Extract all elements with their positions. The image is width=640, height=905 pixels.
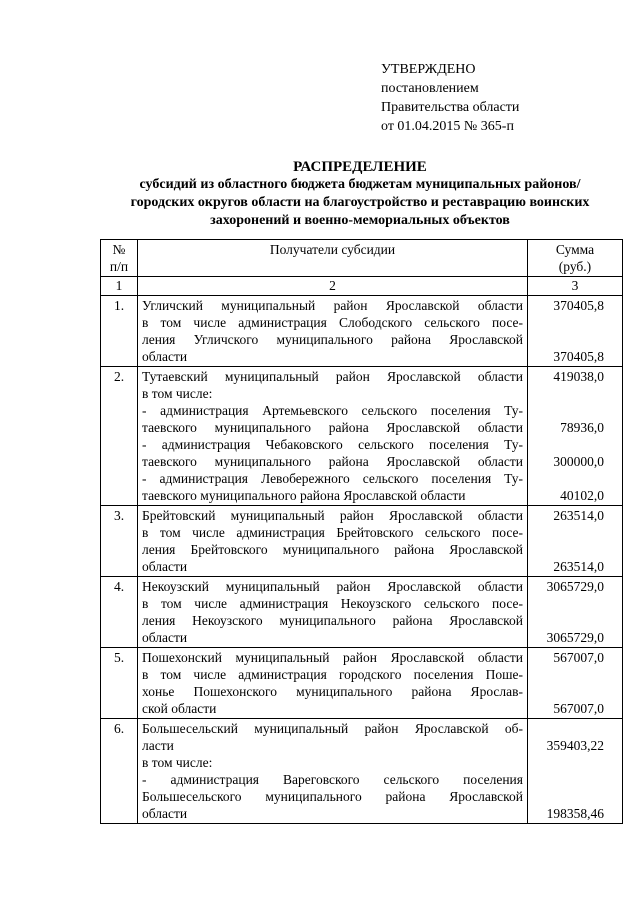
recipient-cell: [138, 577, 528, 648]
approval-line: Правительства области: [381, 100, 520, 115]
sum-cell: [528, 648, 623, 719]
sum-value: 78936,0: [560, 420, 604, 435]
document-title: [100, 158, 620, 230]
sum-value: [532, 666, 604, 683]
sum-value: [532, 470, 604, 487]
sum-value: [532, 385, 604, 402]
sum-value: 567007,0: [553, 701, 604, 716]
sum-value: 3065729,0: [546, 579, 604, 594]
approval-line: от 01.04.2015 № 365-п: [381, 119, 514, 134]
column-index: 3: [528, 277, 623, 296]
recipient-line: в том числе администрация Слободского сельского посе-: [142, 315, 523, 330]
recipient-cell: [138, 367, 528, 506]
recipient-cell: [138, 296, 528, 367]
recipient-cell: [138, 506, 528, 577]
sum-cell: [528, 296, 623, 367]
recipient-line: Пошехонский муниципальный район Ярославской области: [142, 650, 523, 665]
sum-value: 370405,8: [553, 349, 604, 364]
sum-value: 40102,0: [560, 488, 604, 503]
sum-value: [532, 314, 604, 331]
column-index: 2: [138, 277, 528, 296]
recipient-line: таевского муниципального района Ярославской области: [142, 420, 523, 435]
header-recipients: Получатели субсидии: [138, 240, 528, 277]
sum-value: [532, 541, 604, 558]
recipient-line: - администрация Вареговского сельского поселения: [142, 772, 523, 787]
row-number: 2.: [101, 367, 138, 506]
row-number: 6.: [101, 719, 138, 824]
header-number-line: №: [112, 242, 126, 257]
recipient-line: таевского муниципального района Ярославской области: [142, 454, 523, 469]
header-sum: [528, 240, 623, 277]
sum-value: [532, 402, 604, 419]
table-header-row: [101, 240, 623, 277]
recipient-line: Брейтовский муниципальный район Ярославской области: [142, 508, 523, 523]
sum-value: 370405,8: [553, 298, 604, 313]
header-number-line: п/п: [109, 259, 129, 274]
recipient-line: Тутаевский муниципальный район Ярославской области: [142, 369, 523, 384]
recipient-line: Большесельский муниципальный район Ярославской об-: [142, 721, 523, 736]
table-row: [101, 577, 623, 648]
sum-cell: [528, 719, 623, 824]
document-subtitle-line: захоронений и военно-мемориальных объектов: [210, 213, 510, 228]
recipient-line: в том числе:: [142, 755, 213, 770]
sum-value: [532, 612, 604, 629]
recipient-cell: [138, 719, 528, 824]
recipient-line: ления Угличского муниципального района Ярославской: [142, 332, 523, 347]
sum-value: 263514,0: [553, 508, 604, 523]
recipient-line: - администрация Левобережного сельского поселения Ту-: [142, 471, 523, 486]
sum-cell: [528, 577, 623, 648]
recipient-line: ления Некоузского муниципального района Ярославской: [142, 613, 523, 628]
sum-value: 3065729,0: [546, 630, 604, 645]
document-subtitle-line: городских округов области на благоустройство и реставрацию воинских: [130, 195, 590, 210]
sum-value: [532, 595, 604, 612]
column-index-row: [101, 277, 623, 296]
document-subtitle-line: субсидий из областного бюджета бюджетам муниципальных районов/: [139, 177, 581, 192]
sum-value: [532, 754, 604, 771]
table-row: [101, 296, 623, 367]
sum-value: 419038,0: [553, 369, 604, 384]
table-row: [101, 506, 623, 577]
recipient-line: Угличский муниципальный район Ярославской области: [142, 298, 523, 313]
sum-value: [532, 788, 604, 805]
sum-value: [532, 524, 604, 541]
header-number: [101, 240, 138, 277]
sum-cell: [528, 506, 623, 577]
approval-stamp: [381, 60, 621, 136]
table-row: [101, 648, 623, 719]
recipient-line: - администрация Артемьевского сельского поселения Ту-: [142, 403, 523, 418]
row-number: 5.: [101, 648, 138, 719]
table-row: [101, 367, 623, 506]
recipient-cell: [138, 648, 528, 719]
recipient-line: области: [142, 349, 188, 364]
header-sum-line: Сумма: [555, 242, 595, 257]
approval-line: постановлением: [381, 81, 479, 96]
recipient-line: области: [142, 806, 188, 821]
recipient-line: в том числе администрация Некоузского сельского посе-: [142, 596, 523, 611]
recipient-line: ления Брейтовского муниципального района Ярославской: [142, 542, 523, 557]
distribution-table: [100, 239, 623, 824]
sum-value: 300000,0: [553, 454, 604, 469]
column-index: 1: [101, 277, 138, 296]
recipient-line: таевского муниципального района Ярославской области: [142, 488, 466, 503]
row-number: 4.: [101, 577, 138, 648]
recipient-line: ской области: [142, 701, 217, 716]
recipient-line: Большесельского муниципального района Ярославской: [142, 789, 523, 804]
table-row: [101, 719, 623, 824]
document-main-title: РАСПРЕДЕЛЕНИЕ: [293, 159, 427, 175]
sum-value: 198358,46: [546, 806, 604, 821]
table-body: [101, 296, 623, 824]
sum-value: [532, 436, 604, 453]
row-number: 3.: [101, 506, 138, 577]
sum-value: 263514,0: [553, 559, 604, 574]
recipient-line: в том числе администрация городского поселения Поше-: [142, 667, 523, 682]
approval-line: УТВЕРЖДЕНО: [381, 62, 476, 77]
recipient-line: области: [142, 559, 188, 574]
recipient-line: - администрация Чебаковского сельского поселения Ту-: [142, 437, 523, 452]
recipient-line: Некоузский муниципальный район Ярославской области: [142, 579, 523, 594]
sum-value: [532, 771, 604, 788]
row-number: 1.: [101, 296, 138, 367]
header-sum-line: (руб.): [558, 259, 592, 274]
sum-value: [532, 331, 604, 348]
recipient-line: в том числе администрация Брейтовского сельского посе-: [142, 525, 523, 540]
sum-value: 359403,22: [546, 738, 604, 753]
recipient-line: хонье Пошехонского муниципального района Ярослав-: [142, 684, 523, 699]
sum-cell: [528, 367, 623, 506]
recipient-line: области: [142, 630, 188, 645]
sum-value: [532, 683, 604, 700]
recipient-line: в том числе:: [142, 386, 213, 401]
sum-value: 567007,0: [553, 650, 604, 665]
recipient-line: ласти: [142, 738, 174, 753]
sum-value: [532, 720, 604, 737]
